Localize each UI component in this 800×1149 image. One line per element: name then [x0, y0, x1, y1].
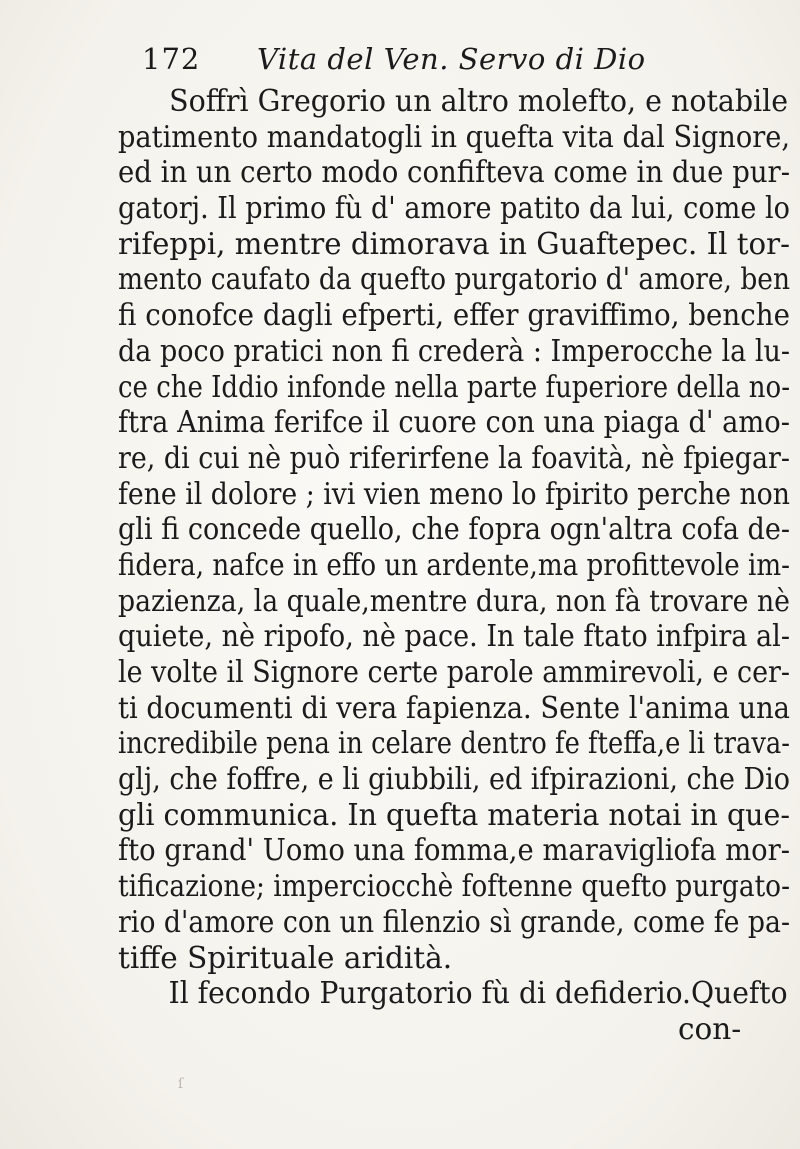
text-line: fi conofce dagli efperti, effer graviffimo, benche	[118, 298, 790, 333]
body-text	[118, 84, 798, 1048]
text-line: tificazione; imperciocchè foftenne quefto purgato-	[118, 869, 790, 904]
running-title: Vita del Ven. Servo di Dio	[257, 42, 646, 76]
text-line: fidera, nafce in effo un ardente,ma profittevole im-	[118, 547, 791, 582]
text-line: Il fecondo Purgatorio fù di defiderio.Quefto	[168, 976, 788, 1011]
text-line: rifeppi, mentre dimorava in Guaftepec. Il tor-	[118, 226, 790, 261]
text-line: da poco pratici non fi crederà : Imperocche la lu-	[118, 333, 790, 368]
text-line: tiffe Spirituale aridità.	[118, 940, 453, 975]
catchword: con-	[678, 1011, 742, 1046]
text-line: mento caufato da quefto purgatorio d' amore, ben	[118, 262, 790, 297]
text-line: ed in un certo modo confifteva come in due pur-	[118, 155, 791, 190]
text-line: Soffrì Gregorio un altro molefto, e notabile	[169, 84, 789, 118]
page-number: 172	[142, 42, 201, 76]
text-line: ftra Anima ferifce il cuore con una piaga d' amo-	[118, 405, 790, 440]
text-line: glj, che foffre, e li giubbili, ed ifpirazioni, che Dio	[118, 762, 790, 797]
text-line: patimento mandatogli in quefta vita dal Signore,	[118, 119, 790, 154]
text-line: gli fi concede quello, che fopra ogn'altra cofa de-	[118, 512, 790, 547]
text-line: le volte il Signore certe parole ammirevoli, e cer-	[118, 655, 791, 689]
text-line: fene il dolore ; ivi vien meno lo fpirito perche non	[118, 476, 790, 511]
text-line: rio d'amore con un filenzio sì grande, come fe pa-	[118, 904, 791, 939]
page-header	[142, 42, 662, 82]
text-line: fto grand' Uomo una fomma,e maravigliofa mor-	[118, 833, 791, 868]
text-line: ce che Iddio infonde nella parte fuperiore della no-	[118, 369, 790, 404]
ink-speck-mark: ſ	[178, 1076, 184, 1092]
text-line: ti documenti di vera fapienza. Sente l'anima una	[118, 690, 790, 725]
text-line: quiete, nè ripofo, nè pace. In tale ftato infpira al-	[118, 619, 790, 654]
text-line: incredibile pena in celare dentro fe fteffa,e li trava-	[118, 726, 790, 761]
text-line: pazienza, la quale,mentre dura, non fà trovare nè	[118, 583, 790, 618]
text-line: re, di cui nè può riferirfene la foavità, nè fpiegar-	[118, 440, 790, 475]
text-line: gatorj. Il primo fù d' amore patito da lui, come lo	[118, 191, 790, 226]
text-line: gli communica. In quefta materia notai in que-	[118, 797, 790, 832]
